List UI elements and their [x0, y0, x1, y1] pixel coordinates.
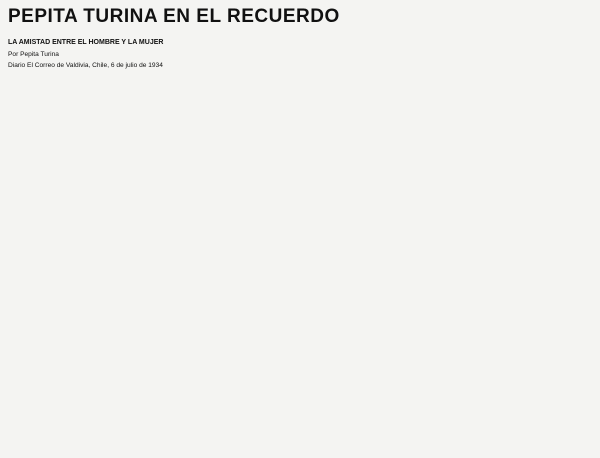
- column-3: [403, 33, 592, 453]
- article-headline: PEPITA TURINA EN EL RECUERDO: [8, 6, 340, 27]
- byline-source: Diario El Correo de Valdivia, Chile, 6 de julio de 1934: [8, 62, 163, 70]
- column-1: [8, 33, 197, 453]
- article-subheading: LA AMISTAD ENTRE EL HOMBRE Y LA MUJER: [8, 39, 164, 46]
- column-2: [206, 33, 395, 453]
- byline-author: Por Pepita Turina: [8, 50, 59, 58]
- article-columns: [8, 33, 592, 453]
